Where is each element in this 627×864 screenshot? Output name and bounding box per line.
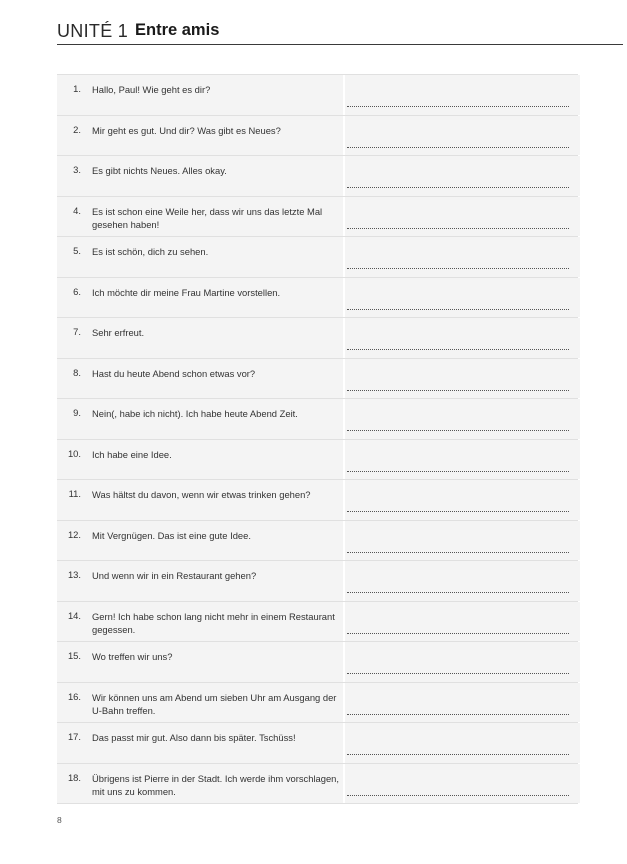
answer-dotted-line [347, 714, 569, 715]
exercise-row [57, 278, 578, 319]
row-number: 4. [73, 204, 81, 216]
answer-dotted-line [347, 430, 569, 431]
answer-dotted-line [347, 349, 569, 350]
exercise-row [57, 683, 578, 724]
row-number: 6. [73, 285, 81, 297]
row-number: 16. [67, 690, 81, 702]
answer-field[interactable] [343, 278, 580, 318]
row-number: 17. [67, 731, 81, 742]
answer-field[interactable] [343, 521, 580, 561]
answer-dotted-line [347, 471, 569, 472]
german-sentence: Sehr erfreut. [92, 327, 145, 338]
answer-field[interactable] [343, 440, 580, 480]
german-sentence: Und wenn wir in ein Restaurant gehen? [92, 570, 257, 581]
row-number: 11. [68, 488, 81, 499]
exercise-row [57, 642, 578, 683]
row-number: 13. [67, 569, 81, 580]
german-sentence: Nein(, habe ich nicht). Ich habe heute Abend Zeit. [92, 408, 298, 419]
answer-field[interactable] [343, 683, 580, 723]
german-sentence: Wo treffen wir uns? [92, 651, 173, 662]
answer-dotted-line [347, 268, 569, 269]
exercise-row [57, 156, 578, 197]
answer-field[interactable] [343, 399, 580, 439]
german-sentence: Hallo, Paul! Wie geht es dir? [92, 84, 211, 95]
exercise-table [57, 74, 578, 804]
german-sentence: Mir geht es gut. Und dir? Was gibt es Neues? [92, 124, 281, 136]
row-number: 18. [67, 771, 81, 783]
row-number: 8. [73, 366, 81, 378]
german-sentence: Ich habe eine Idee. [92, 448, 172, 460]
answer-field[interactable] [343, 764, 580, 804]
exercise-row [57, 440, 578, 481]
answer-field[interactable] [343, 156, 580, 196]
answer-field[interactable] [343, 561, 580, 601]
row-number: 15. [67, 650, 81, 661]
german-sentence: Übrigens ist Pierre in der Stadt. Ich werde ihm vorschlagen, mit uns zu kommen. [92, 772, 339, 797]
german-sentence: Gern! Ich habe schon lang nicht mehr in einem Restaurant gegessen. [92, 610, 335, 635]
exercise-row [57, 359, 578, 400]
exercise-row [57, 116, 578, 157]
row-number: 7. [73, 326, 81, 337]
answer-field[interactable] [343, 602, 580, 642]
german-sentence: Mit Vergnügen. Das ist eine gute Idee. [92, 529, 251, 541]
page-header [57, 20, 623, 45]
answer-field[interactable] [343, 116, 580, 156]
row-number: 3. [73, 164, 81, 175]
answer-dotted-line [347, 390, 569, 391]
answer-dotted-line [347, 106, 569, 107]
exercise-row [57, 399, 578, 440]
exercise-row [57, 318, 578, 359]
exercise-row [57, 764, 578, 805]
exercise-row [57, 237, 578, 278]
answer-dotted-line [347, 228, 569, 229]
row-number: 9. [73, 407, 81, 418]
exercise-row [57, 521, 578, 562]
answer-dotted-line [347, 309, 569, 310]
answer-dotted-line [347, 795, 569, 796]
answer-dotted-line [347, 633, 569, 634]
row-number: 5. [73, 245, 81, 256]
row-number: 1. [73, 83, 81, 94]
exercise-row [57, 561, 578, 602]
answer-dotted-line [347, 673, 569, 674]
answer-field[interactable] [343, 237, 580, 277]
row-number: 14. [67, 609, 81, 621]
answer-field[interactable] [343, 642, 580, 682]
exercise-row [57, 75, 578, 116]
exercise-row [57, 480, 578, 521]
row-number: 12. [67, 528, 81, 540]
german-sentence: Wir können uns am Abend um sieben Uhr am Ausgang der U-Bahn treffen. [92, 691, 337, 716]
german-sentence: Was hältst du davon, wenn wir etwas trinken gehen? [92, 489, 311, 500]
german-sentence: Es ist schön, dich zu sehen. [92, 246, 209, 257]
answer-dotted-line [347, 552, 569, 553]
answer-field[interactable] [343, 75, 580, 115]
answer-dotted-line [347, 754, 569, 755]
exercise-row [57, 723, 578, 764]
german-sentence: Es ist schon eine Weile her, dass wir uns das letzte Mal gesehen haben! [92, 205, 323, 230]
answer-dotted-line [347, 592, 569, 593]
exercise-row [57, 602, 578, 643]
answer-field[interactable] [343, 723, 580, 763]
german-sentence: Ich möchte dir meine Frau Martine vorstellen. [92, 286, 281, 298]
answer-field[interactable] [343, 359, 580, 399]
row-number: 2. [73, 123, 81, 135]
answer-field[interactable] [343, 318, 580, 358]
german-sentence: Das passt mir gut. Also dann bis später. Tschüss! [92, 732, 296, 743]
unit-title: Entre amis [135, 21, 220, 39]
answer-dotted-line [347, 147, 569, 148]
unit-label: UNITÉ 1 [57, 21, 129, 41]
answer-dotted-line [347, 187, 569, 188]
row-number: 10. [67, 447, 81, 459]
german-sentence: Es gibt nichts Neues. Alles okay. [92, 165, 227, 176]
german-sentence: Hast du heute Abend schon etwas vor? [92, 367, 256, 379]
answer-dotted-line [347, 511, 569, 512]
exercise-row [57, 197, 578, 238]
answer-field[interactable] [343, 480, 580, 520]
answer-field[interactable] [343, 197, 580, 237]
page-number: 8 [57, 815, 62, 825]
